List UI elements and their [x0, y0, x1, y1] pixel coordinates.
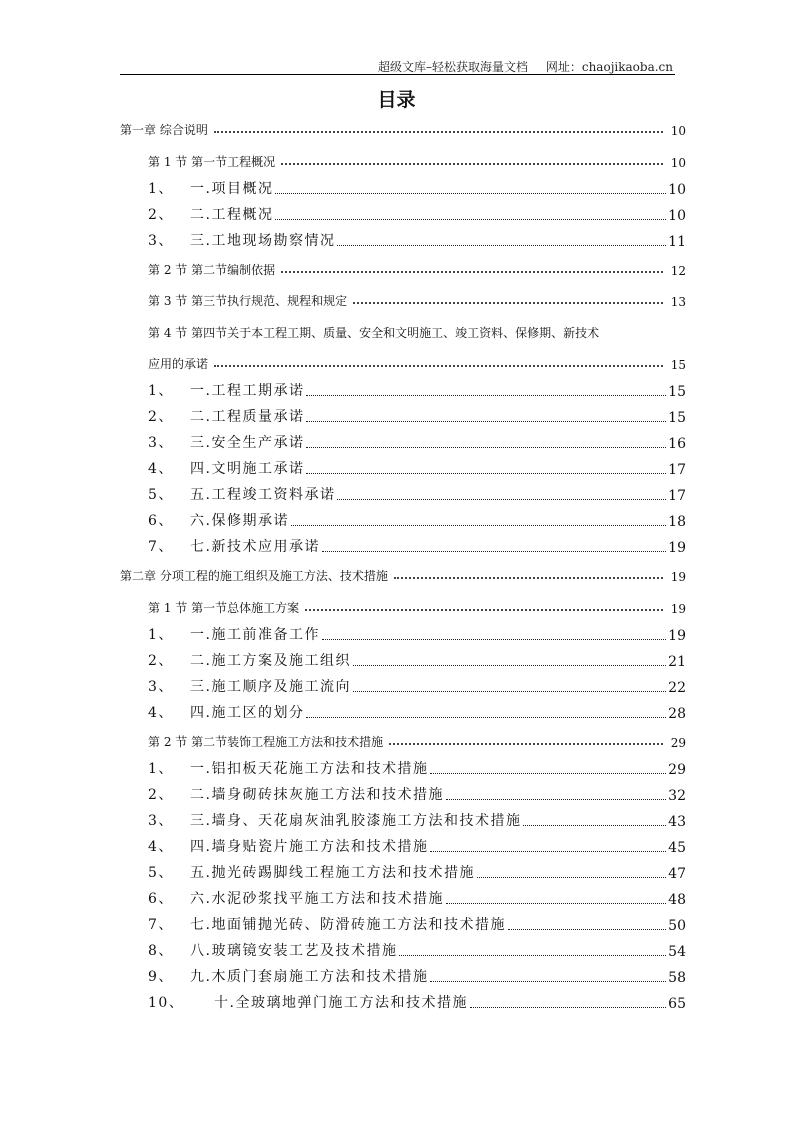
- toc-entry[interactable]: [148, 674, 686, 696]
- toc-entry-title: 第 1 节 第一节工程概况: [148, 154, 276, 169]
- toc-entry[interactable]: [148, 430, 686, 452]
- toc-entry-number: 1、: [148, 383, 174, 400]
- toc-page-number: 15: [670, 358, 686, 373]
- dot-leader: [446, 903, 666, 904]
- header-divider: [120, 74, 675, 75]
- toc-entry-label: [148, 355, 208, 372]
- header-url: 网址：chaojikaoba.cn: [545, 60, 673, 74]
- dot-leader: [214, 131, 663, 133]
- dot-leader: [306, 447, 666, 448]
- toc-page-number: 32: [668, 788, 686, 804]
- toc-entry-number: 2、: [148, 409, 174, 426]
- toc-entry[interactable]: [148, 648, 686, 670]
- toc-entry[interactable]: [148, 782, 686, 804]
- dot-leader: [337, 245, 666, 246]
- toc-entry-title: 第一章 综合说明: [120, 123, 208, 137]
- toc-page-number: 43: [668, 814, 686, 830]
- toc-page-number: 19: [670, 570, 686, 585]
- toc-entry-title: 四.施工区的划分: [190, 705, 305, 721]
- toc-entry-label: [148, 204, 273, 224]
- toc-entry-number: 3、: [148, 232, 174, 249]
- toc-entry-label: [148, 510, 289, 530]
- dot-leader: [281, 163, 663, 165]
- toc-entry[interactable]: [148, 508, 686, 530]
- toc-entry-number: 10、: [148, 995, 185, 1011]
- dot-leader: [281, 271, 663, 273]
- toc-entry-label: [148, 733, 383, 750]
- dot-leader: [446, 799, 666, 800]
- dot-leader: [430, 851, 666, 852]
- toc-entry-label: [148, 230, 335, 250]
- toc-page-number: 48: [668, 892, 686, 908]
- toc-entry-title: 三.施工顺序及施工流向: [190, 679, 351, 695]
- dot-leader: [306, 473, 666, 474]
- toc-entry[interactable]: [148, 202, 686, 224]
- toc-entry-number: 1、: [148, 761, 174, 777]
- toc-entry-label: [148, 966, 428, 986]
- toc-entry[interactable]: [148, 228, 686, 250]
- dot-leader: [306, 717, 666, 718]
- toc-page-number: 45: [668, 840, 686, 856]
- toc-entry-number: 7、: [148, 917, 174, 933]
- toc-entry[interactable]: [148, 990, 686, 1012]
- toc-entry-label: [148, 862, 475, 882]
- toc-entry-number: 5、: [148, 865, 174, 881]
- toc-entry-title: 十.全玻璃地弹门施工方法和技术措施: [214, 995, 468, 1011]
- toc-entry-label: [148, 784, 444, 804]
- toc-entry-label: [148, 153, 275, 170]
- toc-entry[interactable]: [148, 700, 686, 722]
- toc-page-number: 21: [668, 654, 686, 670]
- toc-entry-title: 二.墙身砌砖抹灰施工方法和技术措施: [190, 787, 444, 803]
- dot-leader: [399, 955, 666, 956]
- toc-entry[interactable]: [148, 148, 686, 170]
- dot-leader: [389, 743, 663, 745]
- dot-leader: [477, 877, 666, 878]
- toc-entry-title: 二.工程质量承诺: [190, 409, 305, 426]
- toc-entry-title: 四.墙身贴瓷片施工方法和技术措施: [190, 839, 429, 855]
- toc-entry[interactable]: [120, 562, 686, 584]
- dot-leader: [394, 577, 663, 579]
- toc-entry-number: 7、: [148, 539, 174, 556]
- toc-page-number: 17: [668, 462, 686, 479]
- toc-entry-title: 三.墙身、天花扇灰油乳胶漆施工方法和技术措施: [190, 813, 522, 829]
- toc-entry-number: 4、: [148, 839, 174, 855]
- toc-entry-title: 第 4 节 第四节关于本工程工期、质量、安全和文明施工、竣工资料、保修期、新技术: [148, 325, 600, 340]
- toc-page-number: 29: [670, 736, 686, 750]
- dot-leader: [523, 825, 666, 826]
- toc-page-number: 10: [668, 181, 686, 198]
- toc-entry-label: [148, 380, 304, 400]
- toc-page-number: 16: [668, 436, 686, 453]
- toc-entry-label: [120, 567, 388, 584]
- toc-entry-label: [148, 914, 506, 934]
- toc-entry[interactable]: [148, 456, 686, 478]
- toc-entry-label: [148, 810, 521, 830]
- toc-entry-title: 一.项目概况: [190, 180, 274, 197]
- toc-entry-number: 2、: [148, 787, 174, 803]
- dot-leader: [306, 395, 666, 396]
- toc-entry-label: [148, 324, 599, 341]
- toc-entry-label: [148, 599, 299, 616]
- toc-entry-label: [148, 432, 304, 452]
- dot-leader: [430, 773, 666, 774]
- toc-entry[interactable]: [148, 938, 686, 960]
- toc-page-number: 17: [668, 488, 686, 505]
- toc-entry-title: 二.施工方案及施工组织: [190, 653, 351, 669]
- toc-page-number: 10: [670, 155, 686, 170]
- toc-entry-label: [148, 676, 351, 696]
- page-header: [378, 58, 673, 75]
- dot-leader: [275, 193, 666, 194]
- toc-entry-title: 第 2 节 第二节装饰工程施工方法和技术措施: [148, 735, 384, 749]
- toc-entry-number: 6、: [148, 891, 174, 907]
- toc-entry-label: [148, 406, 304, 426]
- toc-entry-number: 3、: [148, 435, 174, 452]
- toc-entry[interactable]: [120, 116, 686, 138]
- toc-entry-title: 第二章 分项工程的施工组织及施工方法、技术措施: [120, 569, 388, 584]
- toc-page-number: 18: [668, 514, 686, 531]
- toc-entry[interactable]: [148, 404, 686, 426]
- toc-entry-label: [148, 702, 304, 722]
- toc-entry[interactable]: [148, 756, 686, 778]
- toc-entry[interactable]: [148, 912, 686, 934]
- toc-entry[interactable]: [148, 287, 686, 309]
- toc-entry-number: 2、: [148, 653, 174, 669]
- toc-entry-title: 七.地面铺抛光砖、防滑砖施工方法和技术措施: [190, 917, 506, 933]
- toc-page-number: 19: [668, 540, 686, 557]
- toc-entry[interactable]: [148, 964, 686, 986]
- dot-leader: [337, 499, 666, 500]
- toc-entry[interactable]: [148, 176, 686, 198]
- toc-entry-title: 九.木质门套扇施工方法和技术措施: [190, 969, 429, 985]
- toc-page-number: 15: [668, 410, 686, 427]
- toc-entry-label: [148, 458, 304, 478]
- toc-entry-label: [148, 940, 397, 960]
- toc-entry-label: [148, 261, 275, 278]
- dot-leader: [353, 665, 666, 666]
- toc-entry[interactable]: [148, 378, 686, 400]
- dot-leader: [508, 929, 666, 930]
- dot-leader: [322, 551, 666, 552]
- toc-page-number: 13: [670, 295, 686, 310]
- toc-page-number: 28: [668, 706, 686, 722]
- toc-entry-title: 第 1 节 第一节总体施工方案: [148, 601, 300, 615]
- toc-entry-number: 4、: [148, 705, 174, 721]
- dot-leader: [275, 219, 666, 220]
- toc-entry[interactable]: [148, 534, 686, 556]
- toc-page-number: 22: [668, 680, 686, 696]
- toc-entry-number: 5、: [148, 487, 174, 504]
- toc-page-number: 47: [668, 866, 686, 882]
- toc-entry-label: [148, 624, 320, 644]
- toc-entry[interactable]: [148, 728, 686, 750]
- toc-entry[interactable]: [148, 622, 686, 644]
- toc-entry-label: [120, 121, 208, 138]
- toc-page-number: 29: [668, 762, 686, 778]
- toc-page-number: 10: [670, 124, 686, 138]
- toc-entry[interactable]: [148, 886, 686, 908]
- toc-entry[interactable]: [148, 256, 686, 278]
- toc-page-number: 19: [668, 628, 686, 644]
- toc-page-number: 12: [670, 263, 686, 278]
- header-site-name: 超级文库–轻松获取海量文档: [378, 60, 529, 74]
- toc-page-number: 15: [668, 384, 686, 401]
- dot-leader: [305, 609, 663, 611]
- toc-entry-number: 6、: [148, 513, 174, 530]
- toc-entry-number: 8、: [148, 943, 174, 959]
- toc-entry[interactable]: [148, 860, 686, 882]
- dot-leader: [470, 1007, 666, 1008]
- toc-entry-title: 一.施工前准备工作: [190, 627, 320, 643]
- toc-entry-number: 2、: [148, 206, 174, 223]
- toc-entry-title: 五.工程竣工资料承诺: [190, 487, 336, 504]
- toc-entry-title: 三.工地现场勘察情况: [190, 232, 336, 249]
- toc-entry-label: [148, 178, 273, 198]
- toc-entry[interactable]: [148, 482, 686, 504]
- toc-entry-title: 二.工程概况: [190, 206, 274, 223]
- toc-entry[interactable]: [148, 350, 686, 372]
- toc-entry-title: 五.抛光砖踢脚线工程施工方法和技术措施: [190, 865, 475, 881]
- toc-entry-number: 4、: [148, 461, 174, 478]
- toc-page-number: 50: [668, 918, 686, 934]
- toc-entry-number: 3、: [148, 813, 174, 829]
- toc-entry-label: [148, 292, 347, 309]
- dot-leader: [322, 639, 666, 640]
- toc-entry[interactable]: [148, 834, 686, 856]
- dot-leader: [291, 525, 666, 526]
- toc-entry-label: [148, 836, 428, 856]
- toc-page-number: 54: [668, 944, 686, 960]
- dot-leader: [214, 365, 663, 367]
- toc-entry-title: 第 2 节 第二节编制依据: [148, 262, 276, 277]
- toc-entry-title: 一.铝扣板天花施工方法和技术措施: [190, 761, 429, 777]
- page-title: 目录: [377, 89, 416, 111]
- toc-entry-title: 应用的承诺: [148, 357, 209, 372]
- toc-entry-title: 三.安全生产承诺: [190, 435, 305, 452]
- dot-leader: [353, 691, 666, 692]
- toc-entry[interactable]: [148, 594, 686, 616]
- toc-entry-label: [148, 758, 428, 778]
- toc-page-number: 58: [668, 970, 686, 986]
- toc-entry-number: 3、: [148, 679, 174, 695]
- toc-entry-number: 9、: [148, 969, 174, 985]
- toc-entry-number: 1、: [148, 627, 174, 643]
- toc-entry-title: 六.水泥砂浆找平施工方法和技术措施: [190, 891, 444, 907]
- toc-entry-title: 八.玻璃镜安装工艺及技术措施: [190, 943, 398, 959]
- toc-entry-label: [148, 992, 468, 1012]
- toc-entry-number: 1、: [148, 180, 174, 197]
- dot-leader: [353, 302, 663, 304]
- dot-leader: [430, 981, 666, 982]
- toc-page-number: 19: [670, 602, 686, 616]
- toc-entry-title: 六.保修期承诺: [190, 513, 289, 530]
- toc-page-number: 11: [668, 233, 686, 250]
- toc-page-number: 65: [668, 996, 686, 1012]
- toc-entry-label: [148, 888, 444, 908]
- toc-entry-label: [148, 484, 335, 504]
- toc-entry-title: 一.工程工期承诺: [190, 383, 305, 400]
- toc-entry[interactable]: [148, 808, 686, 830]
- toc-entry-label: [148, 536, 320, 556]
- toc-page-number: 10: [668, 207, 686, 224]
- toc-entry-title: 七.新技术应用承诺: [190, 539, 320, 556]
- toc-entry-title: 第 3 节 第三节执行规范、规程和规定: [148, 294, 348, 309]
- dot-leader: [306, 421, 666, 422]
- toc-entry[interactable]: [148, 319, 686, 341]
- toc-entry-label: [148, 650, 351, 670]
- toc-entry-title: 四.文明施工承诺: [190, 461, 305, 478]
